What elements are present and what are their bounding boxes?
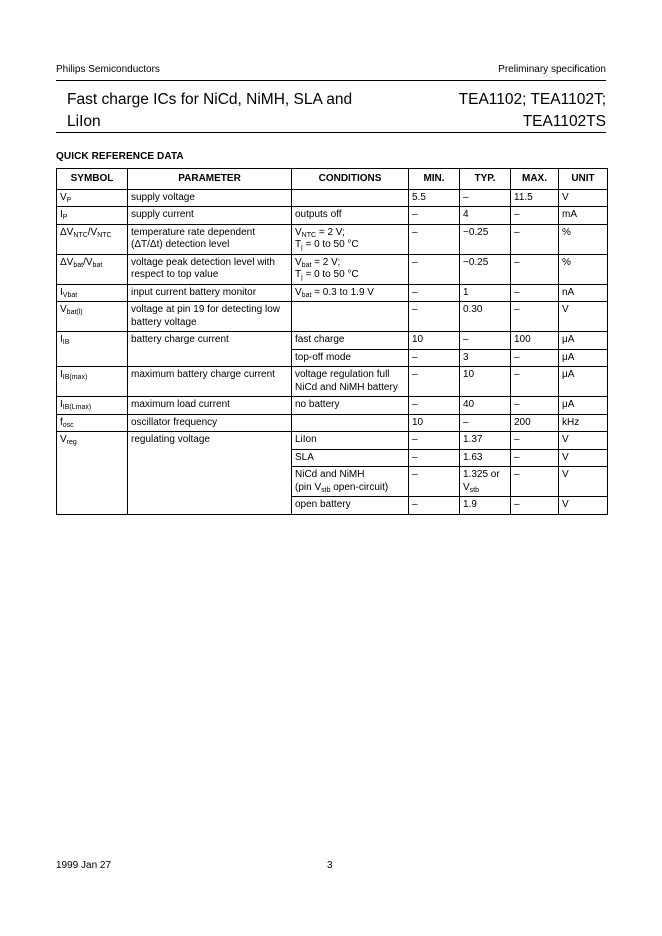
conditions-cell: LiIon bbox=[292, 432, 409, 450]
unit-cell: V bbox=[559, 497, 608, 515]
symbol-cell: $I_{IB}$ bbox=[57, 332, 128, 367]
unit-cell: V bbox=[559, 467, 608, 497]
min-cell: – bbox=[409, 302, 460, 332]
conditions-cell bbox=[292, 189, 409, 207]
unit-cell: kHz bbox=[559, 414, 608, 432]
parameter-cell: input current battery monitor bbox=[128, 284, 292, 302]
parameter-cell: regulating voltage bbox=[128, 432, 292, 515]
conditions-cell bbox=[292, 302, 409, 332]
unit-cell: % bbox=[559, 254, 608, 284]
parts-line-2: TEA1102TS bbox=[522, 113, 606, 130]
symbol-cell: $f_{osc}$ bbox=[57, 414, 128, 432]
table-row bbox=[57, 432, 608, 450]
conditions-cell: NiCd and NiMH (pin $V_{stb}$ open-circuit) bbox=[292, 467, 409, 497]
symbol-cell: $I_{Vbat}$ bbox=[57, 284, 128, 302]
symbol-cell: $\Delta V_{bat}/V_{bat}$ bbox=[57, 254, 128, 284]
unit-cell: V bbox=[559, 189, 608, 207]
unit-cell: μA bbox=[559, 349, 608, 367]
parameter-cell: supply current bbox=[128, 207, 292, 225]
min-cell: – bbox=[409, 432, 460, 450]
typ-cell: −0.25 bbox=[460, 224, 511, 254]
conditions-cell: fast charge bbox=[292, 332, 409, 350]
min-cell: – bbox=[409, 367, 460, 397]
typ-cell: 40 bbox=[460, 397, 511, 415]
document-title bbox=[67, 89, 352, 133]
parameter-cell: temperature rate dependent (ΔT/Δt) detection level bbox=[128, 224, 292, 254]
footer-date: 1999 Jan 27 bbox=[56, 860, 112, 871]
min-cell: – bbox=[409, 254, 460, 284]
header-status: Preliminary specification bbox=[498, 64, 606, 75]
symbol-cell: $V_{reg}$ bbox=[57, 432, 128, 515]
table-row bbox=[57, 414, 608, 432]
table-row bbox=[57, 207, 608, 225]
typ-cell: 4 bbox=[460, 207, 511, 225]
unit-cell: V bbox=[559, 302, 608, 332]
section-title: QUICK REFERENCE DATA bbox=[56, 151, 184, 162]
typ-cell: 1.63 bbox=[460, 449, 511, 467]
header-company: Philips Semiconductors bbox=[56, 64, 160, 75]
table-row bbox=[57, 224, 608, 254]
max-cell: – bbox=[511, 207, 559, 225]
symbol-cell: $I_{IB(max)}$ bbox=[57, 367, 128, 397]
footer-page-number: 3 bbox=[327, 860, 333, 871]
max-cell: – bbox=[511, 497, 559, 515]
max-cell: – bbox=[511, 254, 559, 284]
max-cell: – bbox=[511, 284, 559, 302]
col-parameter: PARAMETER bbox=[128, 169, 292, 190]
conditions-cell: no battery bbox=[292, 397, 409, 415]
col-symbol: SYMBOL bbox=[57, 169, 128, 190]
typ-cell: 1.325 or $V_{stb}$ bbox=[460, 467, 511, 497]
title-line-1: Fast charge ICs for NiCd, NiMH, SLA and bbox=[67, 91, 353, 108]
max-cell: – bbox=[511, 302, 559, 332]
conditions-cell: voltage regulation full NiCd and NiMH battery bbox=[292, 367, 409, 397]
min-cell: 10 bbox=[409, 414, 460, 432]
min-cell: – bbox=[409, 224, 460, 254]
parameter-cell: maximum load current bbox=[128, 397, 292, 415]
parameter-cell: supply voltage bbox=[128, 189, 292, 207]
max-cell: – bbox=[511, 432, 559, 450]
col-typ: TYP. bbox=[460, 169, 511, 190]
conditions-cell: $V_{NTC} = 2$ V; $T_j = 0$ to 50 °C bbox=[292, 224, 409, 254]
conditions-cell: outputs off bbox=[292, 207, 409, 225]
typ-cell: −0.25 bbox=[460, 254, 511, 284]
min-cell: – bbox=[409, 207, 460, 225]
conditions-cell: $V_{bat} = 2$ V; $T_j = 0$ to 50 °C bbox=[292, 254, 409, 284]
unit-cell: μA bbox=[559, 332, 608, 350]
conditions-cell bbox=[292, 414, 409, 432]
min-cell: – bbox=[409, 497, 460, 515]
typ-cell: 1 bbox=[460, 284, 511, 302]
parts-line-1: TEA1102; TEA1102T; bbox=[458, 91, 606, 108]
parameter-cell: battery charge current bbox=[128, 332, 292, 367]
col-min: MIN. bbox=[409, 169, 460, 190]
min-cell: 5.5 bbox=[409, 189, 460, 207]
conditions-cell: open battery bbox=[292, 497, 409, 515]
typ-cell: 1.37 bbox=[460, 432, 511, 450]
conditions-cell: SLA bbox=[292, 449, 409, 467]
unit-cell: mA bbox=[559, 207, 608, 225]
max-cell: 11.5 bbox=[511, 189, 559, 207]
table-row bbox=[57, 284, 608, 302]
max-cell: – bbox=[511, 349, 559, 367]
symbol-cell: $I_{IB(Lmax)}$ bbox=[57, 397, 128, 415]
typ-cell: 1.9 bbox=[460, 497, 511, 515]
table-row bbox=[57, 367, 608, 397]
col-conditions: CONDITIONS bbox=[292, 169, 409, 190]
max-cell: 200 bbox=[511, 414, 559, 432]
typ-cell: 3 bbox=[460, 349, 511, 367]
header-bottom-rule bbox=[56, 132, 606, 133]
table-row bbox=[57, 302, 608, 332]
max-cell: – bbox=[511, 397, 559, 415]
typ-cell: 10 bbox=[460, 367, 511, 397]
table-row bbox=[57, 254, 608, 284]
quick-reference-table bbox=[56, 168, 608, 515]
min-cell: 10 bbox=[409, 332, 460, 350]
title-line-2: LiIon bbox=[67, 113, 101, 130]
part-numbers bbox=[459, 89, 606, 133]
table-row bbox=[57, 189, 608, 207]
symbol-cell: $V_P$ bbox=[57, 189, 128, 207]
symbol-cell: $\Delta V_{NTC}/V_{NTC}$ bbox=[57, 224, 128, 254]
table-row bbox=[57, 397, 608, 415]
unit-cell: nA bbox=[559, 284, 608, 302]
table-header-row bbox=[57, 169, 608, 190]
typ-cell: – bbox=[460, 414, 511, 432]
min-cell: – bbox=[409, 397, 460, 415]
min-cell: – bbox=[409, 449, 460, 467]
unit-cell: μA bbox=[559, 397, 608, 415]
table-row bbox=[57, 332, 608, 350]
typ-cell: – bbox=[460, 189, 511, 207]
parameter-cell: oscillator frequency bbox=[128, 414, 292, 432]
min-cell: – bbox=[409, 467, 460, 497]
unit-cell: % bbox=[559, 224, 608, 254]
col-unit: UNIT bbox=[559, 169, 608, 190]
symbol-cell: $V_{bat(l)}$ bbox=[57, 302, 128, 332]
symbol-cell: $I_P$ bbox=[57, 207, 128, 225]
parameter-cell: voltage peak detection level with respect to top value bbox=[128, 254, 292, 284]
unit-cell: μA bbox=[559, 367, 608, 397]
col-max: MAX. bbox=[511, 169, 559, 190]
max-cell: – bbox=[511, 367, 559, 397]
parameter-cell: maximum battery charge current bbox=[128, 367, 292, 397]
max-cell: – bbox=[511, 224, 559, 254]
max-cell: 100 bbox=[511, 332, 559, 350]
unit-cell: V bbox=[559, 449, 608, 467]
max-cell: – bbox=[511, 467, 559, 497]
conditions-cell: top-off mode bbox=[292, 349, 409, 367]
min-cell: – bbox=[409, 284, 460, 302]
header-top-rule bbox=[56, 80, 606, 81]
typ-cell: – bbox=[460, 332, 511, 350]
parameter-cell: voltage at pin 19 for detecting low battery voltage bbox=[128, 302, 292, 332]
unit-cell: V bbox=[559, 432, 608, 450]
typ-cell: 0.30 bbox=[460, 302, 511, 332]
max-cell: – bbox=[511, 449, 559, 467]
min-cell: – bbox=[409, 349, 460, 367]
conditions-cell: $V_{bat} = 0.3$ to 1.9 V bbox=[292, 284, 409, 302]
